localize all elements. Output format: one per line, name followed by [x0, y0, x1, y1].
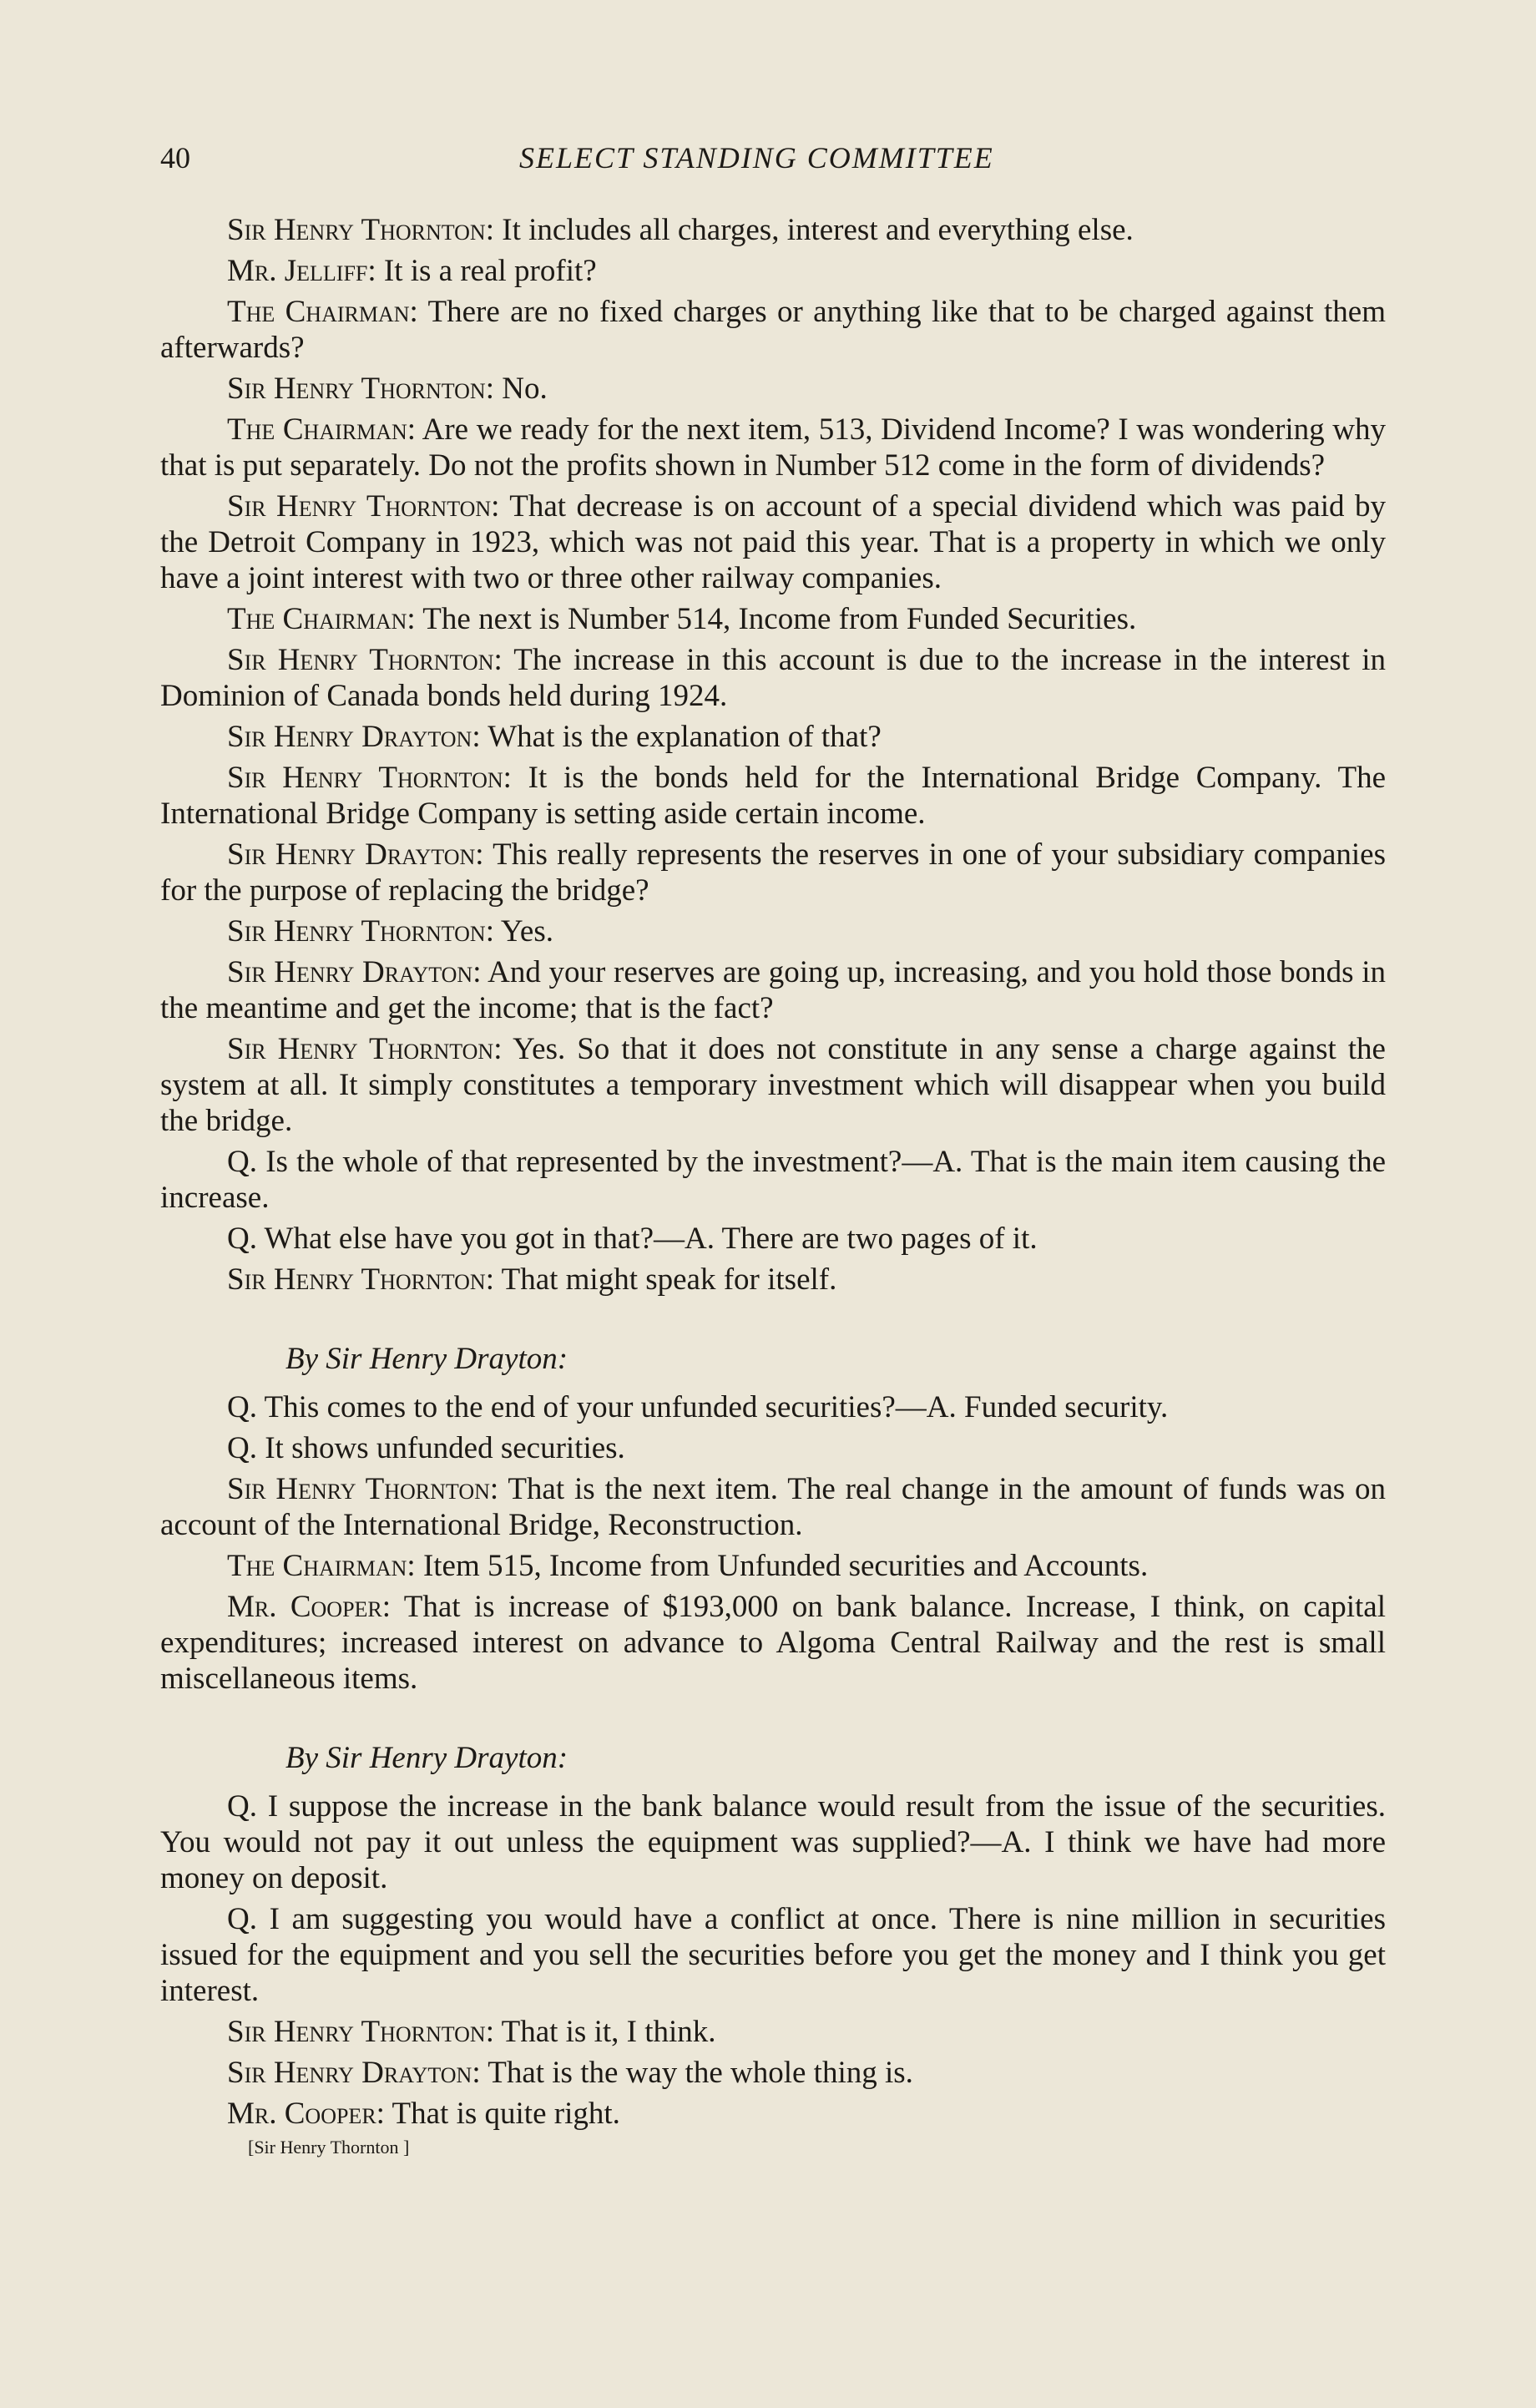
paragraph-text: Q. What else have you got in that?—A. There are two pages of it.	[227, 1222, 1038, 1256]
transcript-body	[160, 212, 1386, 2132]
speaker-name: Sir Henry Thornton	[227, 489, 492, 524]
paragraph-text: And your reserves are going up, increasing, and you hold those bonds in the meantime and get the income; that is the fact?	[160, 955, 1386, 1025]
speech-paragraph: Sir Henry Drayton: And your reserves are going up, increasing, and you hold those bonds in the meantime and get the income; that is the fact?	[160, 955, 1386, 1025]
catchword: [Sir Henry Thornton ]	[248, 2137, 410, 2158]
speech-paragraph: Sir Henry Thornton: It includes all charges, interest and everything else.	[227, 213, 1134, 247]
paragraph-text: This really represents the reserves in one of your subsidiary companies for the purpose of replacing the bridge?	[160, 837, 1386, 908]
paragraph-text: No.	[502, 372, 548, 406]
speech-paragraph: Sir Henry Thornton: That is it, I think.	[227, 2015, 716, 2049]
speech-paragraph: The Chairman: Are we ready for the next item, 513, Dividend Income? I was wondering why that is put separately. Do not the profits shown in Number 512 come in the form of dividends?	[160, 412, 1386, 483]
paragraph-text: The increase in this account is due to the increase in the interest in Dominion of Canada bonds held during 1924.	[160, 643, 1386, 713]
speaker-name: The Chairman	[227, 602, 407, 636]
speaker-name: Sir Henry Thornton	[227, 372, 486, 406]
paragraph-text: That is increase of $193,000 on bank balance. Increase, I think, on capital expenditures; increased interest on advance to Algoma Central Railway and the rest is small miscellaneous items.	[160, 1590, 1387, 1696]
page-header	[160, 140, 1386, 190]
speech-paragraph: Sir Henry Drayton: This really represents the reserves in one of your subsidiary companies for the purpose of replacing the bridge?	[160, 837, 1386, 908]
speech-paragraph: Sir Henry Thornton: No.	[227, 372, 548, 406]
qa-paragraph	[160, 1430, 1386, 1466]
speech-paragraph: Sir Henry Thornton: That decrease is on account of a special dividend which was paid by the Detroit Company in 1923, which was not paid this year. That is a property in which we only have a joint interest with two or three other railway companies.	[160, 489, 1386, 595]
paragraph-text: What is the explanation of that?	[488, 720, 882, 754]
speaker-name: Sir Henry Thornton	[227, 914, 486, 949]
paragraph-text: Yes. So that it does not constitute in any sense a charge against the system at all. It simply constitutes a temporary investment which will disappear when you build the bridge.	[160, 1032, 1386, 1138]
paragraph-text: That is the next item. The real change in the amount of funds was on account of the International Bridge, Reconstruction.	[160, 1472, 1386, 1542]
speaker-name: Sir Henry Drayton	[227, 955, 473, 989]
speech-paragraph: Sir Henry Thornton: The increase in this account is due to the increase in the interest in Dominion of Canada bonds held during 1924.	[160, 643, 1386, 713]
paragraph-text: Are we ready for the next item, 513, Dividend Income? I was wondering why that is put separately. Do not the profits shown in Number 512 come in the form of dividends?	[160, 412, 1386, 483]
speaker-name: The Chairman	[227, 1549, 407, 1583]
speech-paragraph: Mr. Cooper: That is quite right.	[227, 2097, 620, 2131]
paragraph-text: Item 515, Income from Unfunded securities and Accounts.	[422, 1549, 1149, 1583]
speech-paragraph: The Chairman: Item 515, Income from Unfunded securities and Accounts.	[227, 1549, 1149, 1583]
paragraph-text: Q. This comes to the end of your unfunded securities?—A. Funded security.	[227, 1390, 1169, 1424]
paragraph-text: Q. I am suggesting you would have a conflict at once. There is nine million in securities issued for the equipment and you sell the securities before you get the money and I think you get interest.	[160, 1902, 1386, 2008]
speech-paragraph: Mr. Cooper: That is increase of $193,000 on bank balance. Increase, I think, on capital expenditures; increased interest on advance to Algoma Central Railway and the rest is small miscellaneous items.	[160, 1590, 1387, 1696]
paragraph-text: That is quite right.	[392, 2097, 620, 2131]
paragraph-text: Q. Is the whole of that represented by the investment?—A. That is the main item causing the increase.	[160, 1145, 1386, 1215]
paragraph-text: It includes all charges, interest and everything else.	[502, 213, 1134, 247]
speaker-name: Mr. Cooper	[227, 1590, 382, 1624]
speaker-name: Sir Henry Drayton	[227, 837, 476, 872]
speech-paragraph: Sir Henry Thornton: That might speak for itself.	[227, 1262, 837, 1297]
qa-paragraph	[160, 1144, 1386, 1216]
paragraph-text: Yes.	[500, 914, 553, 949]
paragraph-text: Q. I suppose the increase in the bank balance would result from the issue of the securities. You would not pay it out unless the equipment was supplied?—A. I think we have had more money on deposit.	[160, 1789, 1386, 1895]
speech-paragraph: Sir Henry Thornton: It is the bonds held for the International Bridge Company. The International Bridge Company is setting aside certain income.	[160, 761, 1386, 831]
speaker-name: Mr. Jelliff	[227, 254, 368, 288]
paragraph-text: There are no fixed charges or anything like that to be charged against them afterwards?	[160, 295, 1386, 365]
running-head: SELECT STANDING COMMITTEE	[519, 141, 994, 175]
paragraph-text: It is the bonds held for the International Bridge Company. The International Bridge Company is setting aside certain income.	[160, 761, 1386, 831]
paragraph-text: It is a real profit?	[383, 254, 597, 288]
speaker-name: The Chairman	[227, 295, 410, 329]
speaker-name: Sir Henry Drayton	[227, 720, 472, 754]
speech-paragraph: Sir Henry Thornton: That is the next item. The real change in the amount of funds was on account of the International Bridge, Reconstruction.	[160, 1472, 1386, 1542]
section-heading: By Sir Henry Drayton:	[285, 1741, 568, 1775]
paragraph-text: That is the way the whole thing is.	[488, 2056, 913, 2090]
qa-paragraph	[160, 1788, 1386, 1896]
speech-paragraph: Sir Henry Thornton: Yes.	[227, 914, 553, 949]
qa-paragraph	[160, 1389, 1386, 1425]
speaker-name: Sir Henry Thornton	[227, 2015, 486, 2049]
speaker-name: Sir Henry Thornton	[227, 1472, 490, 1506]
speaker-name: Sir Henry Drayton	[227, 2056, 472, 2090]
paragraph-text: The next is Number 514, Income from Funded Securities.	[422, 602, 1137, 636]
speech-paragraph: The Chairman: There are no fixed charges or anything like that to be charged against them afterwards?	[160, 295, 1386, 365]
page-number: 40	[160, 141, 190, 175]
speaker-name: Mr. Cooper	[227, 2097, 376, 2131]
speaker-name: Sir Henry Thornton	[227, 643, 494, 677]
speech-paragraph: Sir Henry Drayton: What is the explanation of that?	[227, 720, 882, 754]
speech-paragraph: Sir Henry Thornton: Yes. So that it does not constitute in any sense a charge against the system at all. It simply constitutes a temporary investment which will disappear when you build the bridge.	[160, 1032, 1386, 1138]
speech-paragraph: The Chairman: The next is Number 514, Income from Funded Securities.	[227, 602, 1137, 636]
qa-paragraph	[160, 1221, 1386, 1257]
speaker-name: Sir Henry Thornton	[227, 1032, 494, 1066]
speech-paragraph: Sir Henry Drayton: That is the way the whole thing is.	[227, 2056, 913, 2090]
paragraph-text: Q. It shows unfunded securities.	[227, 1431, 625, 1465]
speaker-name: Sir Henry Thornton	[227, 1262, 486, 1297]
speaker-name: Sir Henry Thornton	[227, 761, 503, 795]
section-heading: By Sir Henry Drayton:	[285, 1342, 568, 1376]
qa-paragraph	[160, 1901, 1386, 2009]
paragraph-text: That might speak for itself.	[501, 1262, 837, 1297]
speech-paragraph: Mr. Jelliff: It is a real profit?	[227, 254, 597, 288]
speaker-name: Sir Henry Thornton	[227, 213, 486, 247]
speaker-name: The Chairman	[227, 412, 407, 447]
paragraph-text: That is it, I think.	[501, 2015, 716, 2049]
paragraph-text: That decrease is on account of a special dividend which was paid by the Detroit Company in 1923, which was not paid this year. That is a property in which we only have a joint interest with two or three other railway companies.	[160, 489, 1386, 595]
